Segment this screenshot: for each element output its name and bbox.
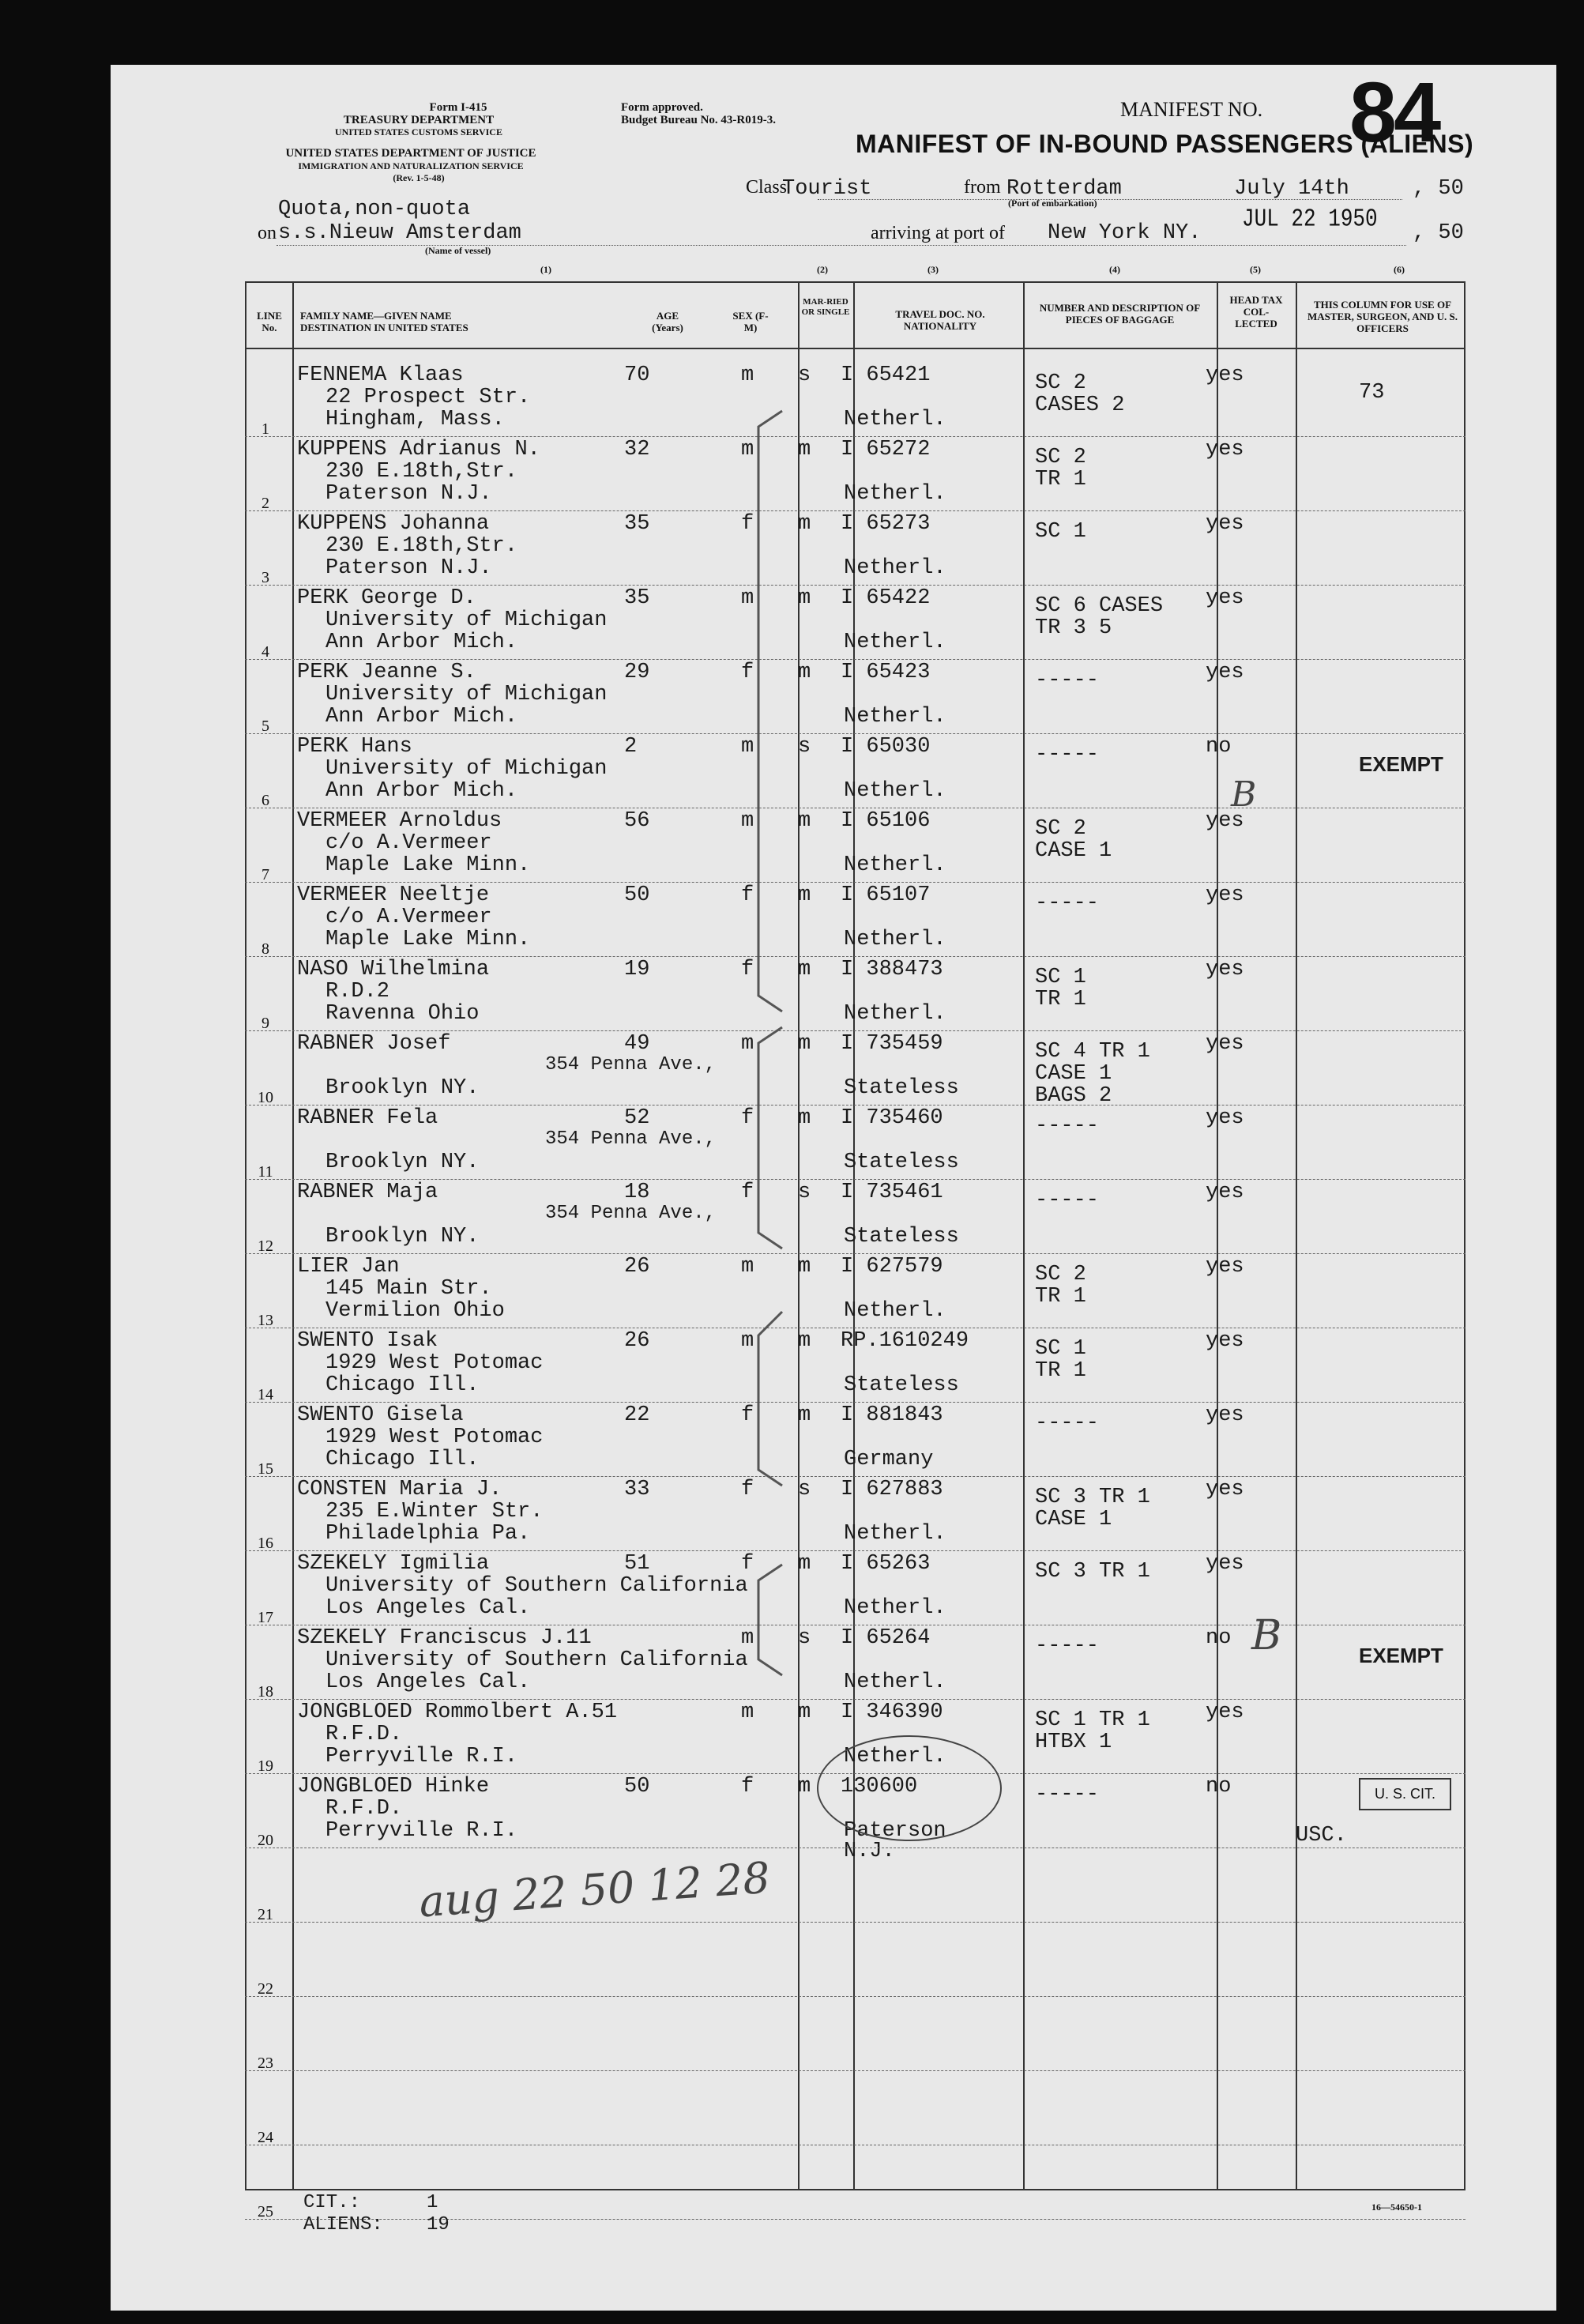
line-number: 5 xyxy=(261,718,269,735)
header-line-no: LINE No. xyxy=(257,310,282,333)
passenger-address: c/o A.Vermeer xyxy=(325,831,492,855)
officer-use: 73 xyxy=(1359,381,1385,405)
passenger-baggage: SC 1 xyxy=(1035,966,1086,989)
passenger-age: 32 xyxy=(624,438,650,461)
passenger-sex: m xyxy=(741,1626,754,1650)
passenger-head-tax: yes xyxy=(1206,1478,1244,1501)
passenger-head-tax: yes xyxy=(1206,1181,1244,1204)
passenger-baggage-2: TR 1 xyxy=(1035,1359,1086,1383)
passenger-sex: f xyxy=(741,1403,754,1427)
line-number: 3 xyxy=(261,569,269,586)
passenger-address: 1929 West Potomac xyxy=(325,1351,544,1375)
passenger-doc: I 65421 xyxy=(841,363,931,387)
line-number: 1 xyxy=(261,420,269,438)
passenger-nationality-2: N.J. xyxy=(844,1840,895,1863)
passenger-nationality: Netherl. xyxy=(844,1596,946,1620)
passenger-sex: f xyxy=(741,661,754,684)
col-num-3: (3) xyxy=(927,264,939,275)
passenger-baggage: SC 1 xyxy=(1035,520,1086,544)
line-number: 2 xyxy=(261,495,269,512)
header-destination: DESTINATION IN UNITED STATES xyxy=(300,322,468,333)
manifest-label: MANIFEST NO. xyxy=(1120,98,1263,121)
line-number: 23 xyxy=(258,2055,273,2072)
arrival-date-stamp: JUL 22 1950 xyxy=(1242,205,1378,233)
passenger-baggage: ----- xyxy=(1035,743,1100,767)
passenger-doc: I 65273 xyxy=(841,512,931,536)
line-number: 22 xyxy=(258,1980,273,1998)
passenger-name: VERMEER Arnoldus xyxy=(297,809,502,833)
passenger-head-tax: yes xyxy=(1206,661,1244,684)
passenger-address: R.F.D. xyxy=(325,1723,403,1746)
passenger-doc: I 65423 xyxy=(841,661,931,684)
arriving-value: New York NY. xyxy=(1048,221,1202,245)
passenger-baggage: SC 4 TR 1 xyxy=(1035,1040,1150,1064)
passenger-doc: I 65030 xyxy=(841,735,931,759)
line-number: 16 xyxy=(258,1535,273,1552)
passenger-address: R.D.2 xyxy=(325,980,390,1004)
passenger-name: KUPPENS Johanna xyxy=(297,512,490,536)
passenger-age: 2 xyxy=(624,735,638,759)
passenger-city: Paterson N.J. xyxy=(325,482,492,506)
header-head-tax: HEAD TAX COL-LECTED xyxy=(1229,294,1283,330)
passenger-sex: f xyxy=(741,1106,754,1130)
passenger-baggage-2: TR 1 xyxy=(1035,1285,1086,1309)
passenger-age: 35 xyxy=(624,586,650,610)
passenger-city: Hingham, Mass. xyxy=(325,408,505,431)
line-number: 13 xyxy=(258,1312,273,1329)
passenger-address: 354 Penna Ave., xyxy=(545,1054,717,1075)
passenger-nationality: Stateless xyxy=(844,1151,959,1174)
passenger-head-tax: yes xyxy=(1206,1701,1244,1724)
passenger-baggage: SC 1 TR 1 xyxy=(1035,1708,1150,1732)
passenger-marital: m xyxy=(798,1403,811,1427)
passenger-age: 52 xyxy=(624,1106,650,1130)
vessel-caption: (Name of vessel) xyxy=(425,245,491,256)
class-label: Class xyxy=(746,177,788,198)
passenger-city: Chicago Ill. xyxy=(325,1448,480,1471)
passenger-head-tax: yes xyxy=(1206,809,1244,833)
col-num-1: (1) xyxy=(540,264,551,275)
passenger-marital: m xyxy=(798,438,811,461)
line-number: 12 xyxy=(258,1237,273,1255)
passenger-sex: f xyxy=(741,958,754,981)
passenger-baggage: SC 2 xyxy=(1035,1263,1086,1286)
passenger-baggage-2: TR 3 5 xyxy=(1035,616,1112,640)
line-number: 6 xyxy=(261,792,269,809)
passenger-baggage: SC 1 xyxy=(1035,1337,1086,1361)
passenger-address: University of Michigan xyxy=(325,683,608,706)
passenger-name: PERK Hans xyxy=(297,735,412,759)
passenger-nationality: Netherl. xyxy=(844,556,946,580)
passenger-city: Chicago Ill. xyxy=(325,1373,480,1397)
passenger-baggage: ----- xyxy=(1035,1634,1100,1658)
passenger-doc: I 735461 xyxy=(841,1181,943,1204)
line-number: 4 xyxy=(261,643,269,661)
passenger-address: R.F.D. xyxy=(325,1797,403,1821)
passenger-name: SZEKELY Franciscus J.11 xyxy=(297,1626,592,1650)
passenger-baggage-2: CASE 1 xyxy=(1035,839,1112,863)
passenger-sex: f xyxy=(741,1775,754,1799)
passenger-name: SZEKELY Igmilia xyxy=(297,1552,490,1576)
passenger-baggage-3: BAGS 2 xyxy=(1035,1084,1112,1108)
passenger-address: University of Southern California xyxy=(325,1648,748,1672)
passenger-city: Perryville R.I. xyxy=(325,1745,518,1768)
passenger-baggage: ----- xyxy=(1035,1783,1100,1806)
passenger-nationality: Stateless xyxy=(844,1076,959,1100)
passenger-baggage-2: TR 1 xyxy=(1035,988,1086,1011)
passenger-sex: m xyxy=(741,363,754,387)
ins-service: IMMIGRATION AND NATURALIZATION SERVICE xyxy=(298,160,524,171)
passenger-baggage-2: CASE 1 xyxy=(1035,1062,1112,1086)
officer-use: USC. xyxy=(1296,1824,1347,1848)
passenger-marital: m xyxy=(798,661,811,684)
passenger-marital: s xyxy=(798,1181,811,1204)
passenger-marital: s xyxy=(798,1626,811,1650)
passenger-name: LIER Jan xyxy=(297,1255,400,1279)
vessel-name: s.s.Nieuw Amsterdam xyxy=(278,221,521,245)
passenger-doc: I 881843 xyxy=(841,1403,943,1427)
passenger-address: 354 Penna Ave., xyxy=(545,1203,717,1224)
passenger-address: c/o A.Vermeer xyxy=(325,906,492,929)
passenger-name: SWENTO Isak xyxy=(297,1329,438,1353)
passenger-address: University of Michigan xyxy=(325,608,608,632)
passenger-marital: m xyxy=(798,1329,811,1353)
passenger-age: 49 xyxy=(624,1032,650,1056)
footer-code: 16—54650-1 xyxy=(1371,2202,1422,2213)
treasury-department: TREASURY DEPARTMENT xyxy=(343,114,495,126)
passenger-nationality: Netherl. xyxy=(844,631,946,654)
passenger-head-tax: yes xyxy=(1206,1255,1244,1279)
passenger-doc: I 65263 xyxy=(841,1552,931,1576)
passenger-nationality: Netherl. xyxy=(844,1670,946,1694)
passenger-head-tax: yes xyxy=(1206,512,1244,536)
passenger-baggage: ----- xyxy=(1035,1188,1100,1212)
header-travel-doc: TRAVEL DOC. NO. NATIONALITY xyxy=(895,308,985,332)
passenger-address: 230 E.18th,Str. xyxy=(325,460,518,484)
officer-use: EXEMPT xyxy=(1359,752,1443,776)
passenger-head-tax: yes xyxy=(1206,1552,1244,1576)
passenger-head-tax: no xyxy=(1206,1626,1232,1650)
exempt-mark-1: B xyxy=(1231,774,1257,815)
budget-bureau: Budget Bureau No. 43-R019-3. xyxy=(621,114,776,126)
passenger-name: FENNEMA Klaas xyxy=(297,363,464,387)
passenger-age: 22 xyxy=(624,1403,650,1427)
passenger-nationality: Stateless xyxy=(844,1225,959,1249)
passenger-city: Vermilion Ohio xyxy=(325,1299,505,1323)
revision: (Rev. 1-5-48) xyxy=(393,172,445,183)
passenger-city: Paterson N.J. xyxy=(325,556,492,580)
passenger-nationality: Netherl. xyxy=(844,1522,946,1546)
passenger-baggage: ----- xyxy=(1035,1411,1100,1435)
passenger-baggage: ----- xyxy=(1035,1114,1100,1138)
passenger-sex: f xyxy=(741,1478,754,1501)
passenger-baggage: SC 3 TR 1 xyxy=(1035,1560,1150,1584)
passenger-city: Ann Arbor Mich. xyxy=(325,779,518,803)
officer-use: EXEMPT xyxy=(1359,1644,1443,1667)
line-number: 19 xyxy=(258,1757,273,1775)
passenger-name: VERMEER Neeltje xyxy=(297,883,490,907)
passenger-city: Philadelphia Pa. xyxy=(325,1522,531,1546)
customs-service: UNITED STATES CUSTOMS SERVICE xyxy=(335,126,502,137)
exempt-mark-2: B xyxy=(1251,1612,1282,1659)
line-number: 25 xyxy=(258,2203,273,2220)
from-label: from xyxy=(964,177,1001,198)
passenger-city: Ann Arbor Mich. xyxy=(325,631,518,654)
passenger-doc: I 65272 xyxy=(841,438,931,461)
cit-label: CIT.: xyxy=(303,2192,361,2213)
passenger-marital: m xyxy=(798,1701,811,1724)
passenger-baggage-2: TR 1 xyxy=(1035,468,1086,492)
passenger-sex: m xyxy=(741,1329,754,1353)
passenger-address: University of Southern California xyxy=(325,1574,748,1598)
passenger-head-tax: yes xyxy=(1206,1403,1244,1427)
passenger-age: 18 xyxy=(624,1181,650,1204)
passenger-sex: f xyxy=(741,1552,754,1576)
passenger-address: 1929 West Potomac xyxy=(325,1426,544,1449)
passenger-sex: m xyxy=(741,735,754,759)
manifest-number: 84 xyxy=(1349,64,1439,160)
passenger-nationality: Netherl. xyxy=(844,482,946,506)
passenger-marital: m xyxy=(798,1255,811,1279)
passenger-head-tax: yes xyxy=(1206,586,1244,610)
passenger-doc: I 346390 xyxy=(841,1701,943,1724)
aliens-label: ALIENS: xyxy=(303,2214,383,2235)
passenger-head-tax: yes xyxy=(1206,1032,1244,1056)
line-number: 24 xyxy=(258,2129,273,2146)
passenger-address: 354 Penna Ave., xyxy=(545,1128,717,1150)
header-family-name: FAMILY NAME—GIVEN NAME xyxy=(300,310,452,322)
passenger-head-tax: no xyxy=(1206,1775,1232,1799)
passenger-age: 19 xyxy=(624,958,650,981)
passenger-marital: m xyxy=(798,809,811,833)
passenger-city: Los Angeles Cal. xyxy=(325,1670,531,1694)
passenger-doc: I 65422 xyxy=(841,586,931,610)
line-number: 18 xyxy=(258,1683,273,1701)
line-number: 20 xyxy=(258,1832,273,1849)
passenger-baggage: SC 6 CASES xyxy=(1035,594,1164,618)
passenger-marital: s xyxy=(798,735,811,759)
class-value: Tourist xyxy=(782,177,872,201)
passenger-doc: I 735459 xyxy=(841,1032,943,1056)
passenger-baggage: SC 2 xyxy=(1035,446,1086,469)
passenger-doc: RP.1610249 xyxy=(841,1329,969,1353)
passenger-nationality: Stateless xyxy=(844,1373,959,1397)
passenger-address: 145 Main Str. xyxy=(325,1277,492,1301)
line-number: 11 xyxy=(258,1163,273,1181)
passenger-name: JONGBLOED Rommolbert A.51 xyxy=(297,1701,618,1724)
department-of-justice: UNITED STATES DEPARTMENT OF JUSTICE xyxy=(285,147,536,160)
year-suffix: , 50 xyxy=(1413,177,1464,201)
passenger-baggage: SC 3 TR 1 xyxy=(1035,1486,1150,1509)
passenger-name: RABNER Maja xyxy=(297,1181,438,1204)
on-label: on xyxy=(258,223,277,243)
col-num-5: (5) xyxy=(1250,264,1261,275)
passenger-nationality: Netherl. xyxy=(844,1299,946,1323)
passenger-age: 50 xyxy=(624,883,650,907)
pencil-note: aug 22 50 12 28 xyxy=(417,1852,772,1927)
passenger-age: 51 xyxy=(624,1552,650,1576)
passenger-doc: I 388473 xyxy=(841,958,943,981)
year-suffix-2: , 50 xyxy=(1413,221,1464,245)
passenger-nationality: Netherl. xyxy=(844,928,946,951)
passenger-sex: m xyxy=(741,1032,754,1056)
passenger-head-tax: yes xyxy=(1206,883,1244,907)
line-number: 21 xyxy=(258,1906,273,1923)
passenger-name: RABNER Josef xyxy=(297,1032,451,1056)
passenger-nationality: Netherl. xyxy=(844,408,946,431)
passenger-age: 35 xyxy=(624,512,650,536)
passenger-age: 33 xyxy=(624,1478,650,1501)
passenger-city: Ann Arbor Mich. xyxy=(325,705,518,729)
col-num-2: (2) xyxy=(817,264,828,275)
passenger-head-tax: yes xyxy=(1206,438,1244,461)
passenger-baggage: SC 2 xyxy=(1035,817,1086,841)
passenger-baggage-2: CASES 2 xyxy=(1035,394,1125,417)
passenger-marital: s xyxy=(798,363,811,387)
passenger-sex: m xyxy=(741,809,754,833)
passenger-address: 22 Prospect Str. xyxy=(325,386,531,409)
passenger-doc: I 735460 xyxy=(841,1106,943,1130)
line-number: 8 xyxy=(261,940,269,958)
line-number: 15 xyxy=(258,1460,273,1478)
passenger-nationality: Netherl. xyxy=(844,705,946,729)
passenger-sex: m xyxy=(741,586,754,610)
form-approved: Form approved. xyxy=(621,101,703,114)
manifest-title: MANIFEST OF IN-BOUND PASSENGERS (ALIENS) xyxy=(856,130,1474,158)
passenger-city: Perryville R.I. xyxy=(325,1819,518,1843)
passenger-city: Brooklyn NY. xyxy=(325,1076,480,1100)
passenger-marital: m xyxy=(798,958,811,981)
passenger-age: 26 xyxy=(624,1255,650,1279)
passenger-age: 50 xyxy=(624,1775,650,1799)
passenger-nationality: Paterson xyxy=(844,1819,946,1843)
passenger-nationality: Netherl. xyxy=(844,853,946,877)
passenger-address: University of Michigan xyxy=(325,757,608,781)
passenger-marital: s xyxy=(798,1478,811,1501)
header-sex: SEX (F-M) xyxy=(732,310,769,333)
aliens-value: 19 xyxy=(427,2214,450,2235)
passenger-name: KUPPENS Adrianus N. xyxy=(297,438,540,461)
us-cit-stamp: U. S. CIT. xyxy=(1359,1778,1451,1810)
passenger-head-tax: yes xyxy=(1206,958,1244,981)
header-age: AGE (Years) xyxy=(652,310,683,333)
passenger-address: 235 E.Winter Str. xyxy=(325,1500,544,1524)
col-num-6: (6) xyxy=(1394,264,1405,275)
passenger-doc: I 627579 xyxy=(841,1255,943,1279)
passenger-marital: m xyxy=(798,586,811,610)
passenger-name: JONGBLOED Hinke xyxy=(297,1775,490,1799)
passenger-sex: m xyxy=(741,438,754,461)
passenger-baggage: ----- xyxy=(1035,669,1100,692)
line-number: 17 xyxy=(258,1609,273,1626)
passenger-doc: I 65264 xyxy=(841,1626,931,1650)
passenger-nationality: Netherl. xyxy=(844,1745,946,1768)
passenger-age: 70 xyxy=(624,363,650,387)
passenger-age: 29 xyxy=(624,661,650,684)
passenger-baggage: SC 2 xyxy=(1035,371,1086,395)
cit-value: 1 xyxy=(427,2192,438,2213)
passenger-name: RABNER Fela xyxy=(297,1106,438,1130)
header-use-column: THIS COLUMN FOR USE OF MASTER, SURGEON, AND U. S. OFFICERS xyxy=(1307,299,1458,334)
passenger-sex: m xyxy=(741,1701,754,1724)
passenger-doc: I 65107 xyxy=(841,883,931,907)
passenger-head-tax: no xyxy=(1206,735,1232,759)
line-number: 10 xyxy=(258,1089,273,1106)
passenger-name: NASO Wilhelmina xyxy=(297,958,490,981)
passenger-sex: f xyxy=(741,883,754,907)
header-married: MAR-RIED OR SINGLE xyxy=(801,297,850,317)
date-value: July 14th xyxy=(1234,177,1349,201)
passenger-marital: m xyxy=(798,1106,811,1130)
passenger-doc: I 627883 xyxy=(841,1478,943,1501)
form-number: Form I-415 xyxy=(429,101,487,114)
passenger-city: Maple Lake Minn. xyxy=(325,928,531,951)
passenger-head-tax: yes xyxy=(1206,1106,1244,1130)
passenger-name: CONSTEN Maria J. xyxy=(297,1478,502,1501)
passenger-city: Maple Lake Minn. xyxy=(325,853,531,877)
passenger-sex: m xyxy=(741,1255,754,1279)
passenger-nationality: Netherl. xyxy=(844,779,946,803)
passenger-marital: m xyxy=(798,1032,811,1056)
passenger-marital: m xyxy=(798,512,811,536)
col-num-4: (4) xyxy=(1109,264,1120,275)
passenger-age: 26 xyxy=(624,1329,650,1353)
passenger-doc: I 65106 xyxy=(841,809,931,833)
passenger-city: Ravenna Ohio xyxy=(325,1002,480,1026)
passenger-name: SWENTO Gisela xyxy=(297,1403,464,1427)
from-value: Rotterdam xyxy=(1006,177,1122,201)
passenger-head-tax: yes xyxy=(1206,363,1244,387)
passenger-baggage-2: CASE 1 xyxy=(1035,1508,1112,1531)
port-embarkation-caption: (Port of embarkation) xyxy=(1008,198,1097,209)
passenger-head-tax: yes xyxy=(1206,1329,1244,1353)
passenger-name: PERK George D. xyxy=(297,586,476,610)
header-baggage: NUMBER AND DESCRIPTION OF PIECES OF BAGGAGE xyxy=(1039,302,1201,326)
passenger-name: PERK Jeanne S. xyxy=(297,661,476,684)
passenger-baggage: ----- xyxy=(1035,891,1100,915)
passenger-address: 230 E.18th,Str. xyxy=(325,534,518,558)
arriving-label: arriving at port of xyxy=(871,223,1005,243)
quota-line: Quota,non-quota xyxy=(278,198,471,221)
passenger-sex: f xyxy=(741,512,754,536)
passenger-doc: 130600 xyxy=(841,1775,918,1799)
passenger-nationality: Netherl. xyxy=(844,1002,946,1026)
passenger-baggage-2: HTBX 1 xyxy=(1035,1731,1112,1754)
passenger-nationality: Germany xyxy=(844,1448,934,1471)
line-number: 14 xyxy=(258,1386,273,1403)
passenger-city: Los Angeles Cal. xyxy=(325,1596,531,1620)
passenger-age: 56 xyxy=(624,809,650,833)
passenger-city: Brooklyn NY. xyxy=(325,1151,480,1174)
passenger-marital: m xyxy=(798,1775,811,1799)
line-number: 7 xyxy=(261,866,269,883)
line-number: 9 xyxy=(261,1015,269,1032)
passenger-marital: m xyxy=(798,883,811,907)
passenger-marital: m xyxy=(798,1552,811,1576)
passenger-city: Brooklyn NY. xyxy=(325,1225,480,1249)
passenger-sex: f xyxy=(741,1181,754,1204)
